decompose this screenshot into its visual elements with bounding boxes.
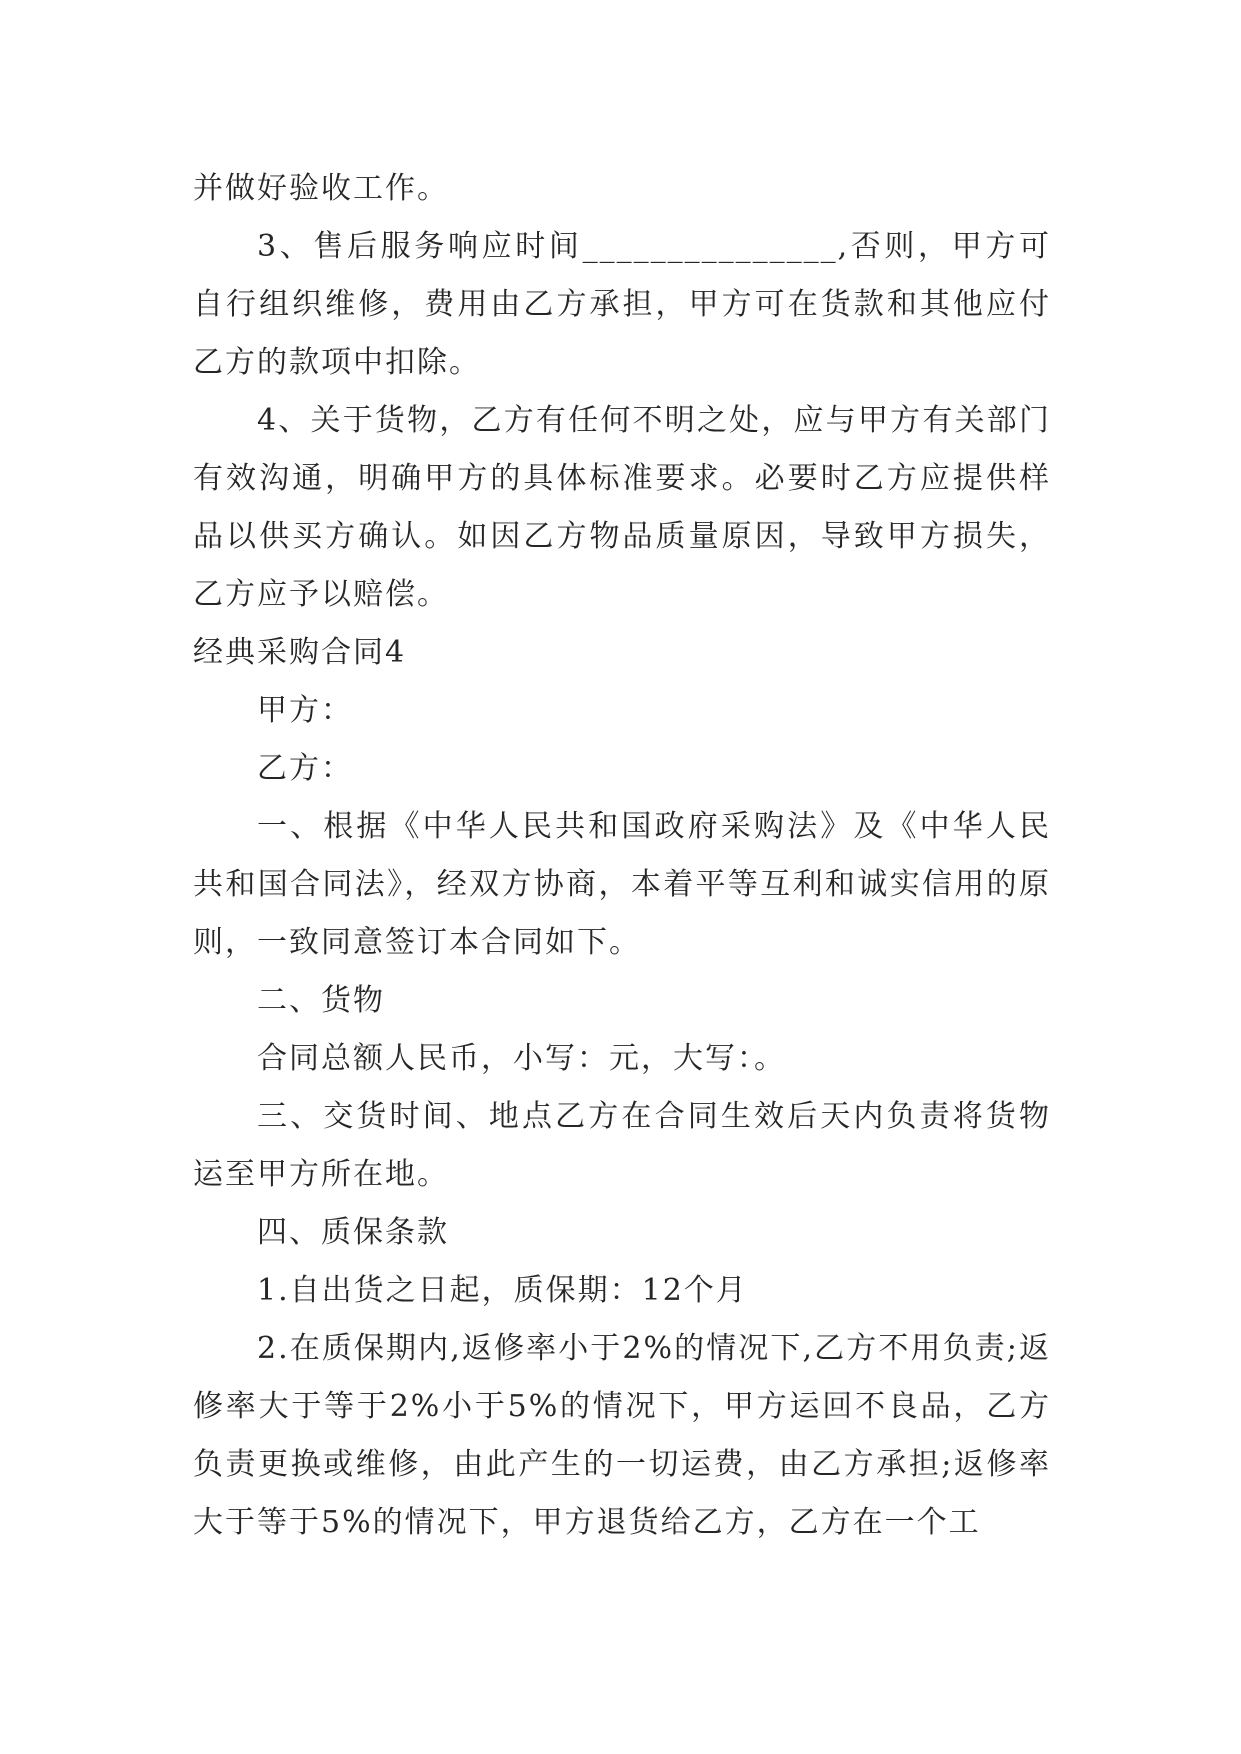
warranty-item-1: 1.自出货之日起，质保期：12个月	[257, 1273, 748, 1308]
paragraph-acceptance-work: 并做好验收工作。	[193, 171, 449, 206]
document-body	[193, 160, 1051, 1552]
party-a-label: 甲方：	[257, 693, 353, 728]
clause-four-warranty-heading: 四、质保条款	[257, 1215, 449, 1250]
section-heading-contract-4: 经典采购合同4	[193, 635, 407, 670]
clause-three-delivery: 三、交货时间、地点乙方在合同生效后天内负责将货物运至甲方所在地。	[193, 1099, 1051, 1192]
paragraph-after-sales-response: 3、售后服务响应时间_______________,否则，甲方可自行组织维修，费用由乙方承担，甲方可在货款和其他应付乙方的款项中扣除。	[193, 229, 1051, 380]
paragraph-goods-communication: 4、关于货物，乙方有任何不明之处，应与甲方有关部门有效沟通，明确甲方的具体标准要求。必要时乙方应提供样品以供买方确认。如因乙方物品质量原因，导致甲方损失，乙方应予以赔偿。	[193, 403, 1051, 612]
contract-total-amount: 合同总额人民币，小写：元，大写：。	[257, 1041, 786, 1076]
party-b-label: 乙方：	[257, 751, 353, 786]
clause-one-basis: 一、根据《中华人民共和国政府采购法》及《中华人民共和国合同法》，经双方协商，本着平等互利和诚实信用的原则，一致同意签订本合同如下。	[193, 809, 1051, 960]
clause-two-goods-heading: 二、货物	[257, 983, 385, 1018]
warranty-item-2: 2.在质保期内,返修率小于2%的情况下,乙方不用负责;返修率大于等于2%小于5%的情况下，甲方运回不良品，乙方负责更换或维修，由此产生的一切运费，由乙方承担;返修率大于等于5%的情况下，甲方退货给乙方，乙方在一个工	[193, 1331, 1051, 1540]
